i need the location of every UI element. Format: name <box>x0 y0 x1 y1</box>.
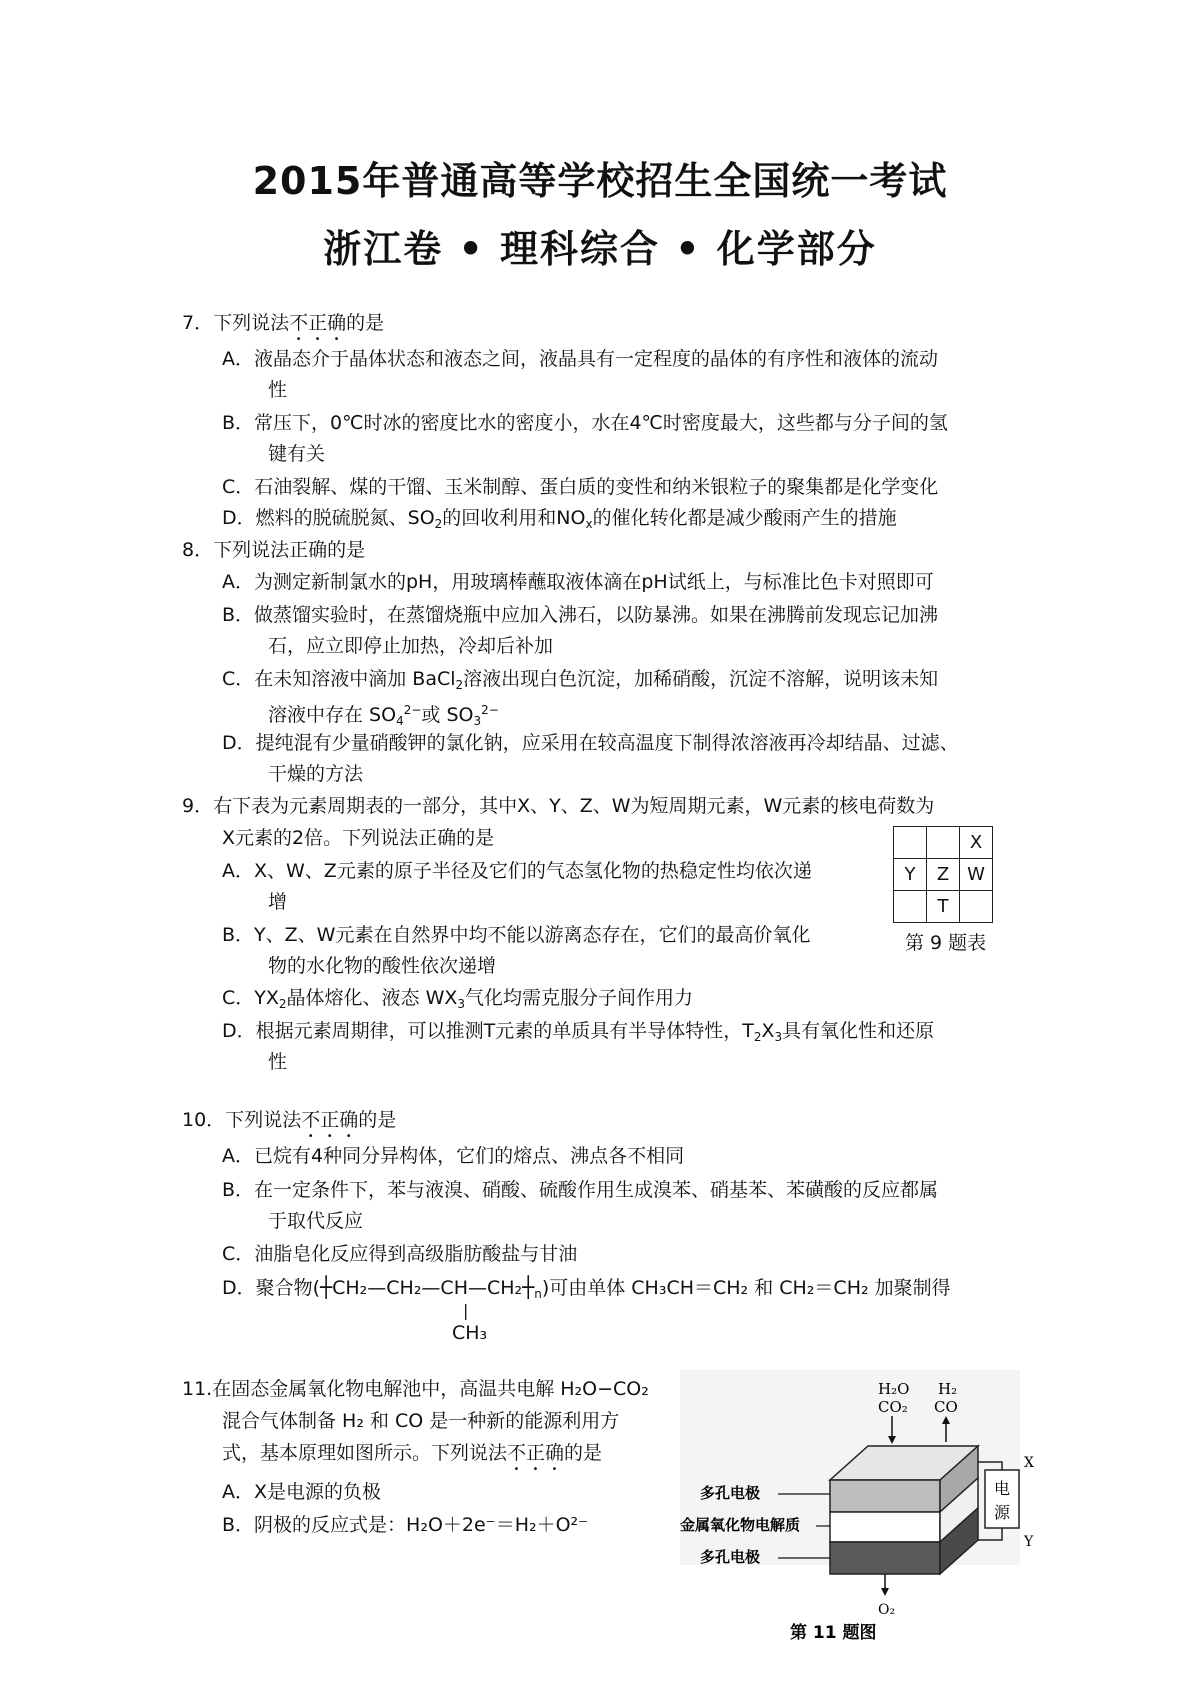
q9-table-caption: 第 9 题表 <box>905 932 987 954</box>
o2-arrowhead <box>881 1588 889 1596</box>
terminal-x-label: X <box>1024 1455 1034 1471</box>
q9-stem-cont: X元素的2倍。下列说法正确的是 <box>222 827 495 849</box>
periodic-table-fragment <box>893 826 993 923</box>
q9-option-a: A．X、W、Z元素的原子半径及它们的气态氢化物的热稳定性均依次递 <box>222 860 812 882</box>
q9-option-b-cont: 物的水化物的酸性依次递增 <box>268 955 497 977</box>
q8-option-b: B．做蒸馏实验时，在蒸馏烧瓶中应加入沸石，以防暴沸。如果在沸腾前发现忘记加沸 <box>222 604 939 626</box>
q10-option-a: A．已烷有4种同分异构体，它们的熔点、沸点各不相同 <box>222 1145 685 1167</box>
inlet-co2-label: CO₂ <box>878 1398 908 1416</box>
power-label-1: 电 <box>993 1479 1011 1498</box>
terminal-y-label: Y <box>1024 1534 1034 1550</box>
q10-option-d: D．聚合物$(┼CH_2—CH_2—CH—CH_2┼_n)$可由单体 CH₃CH＝CH₂ 和 CH₂＝CH₂ 加聚制得 <box>222 1275 951 1301</box>
q8-option-d-cont: 干燥的方法 <box>268 763 364 785</box>
outlet-h2-label: H₂ <box>938 1380 958 1398</box>
q10-option-b-cont: 于取代反应 <box>268 1210 364 1232</box>
q9-stem: 9．右下表为元素周期表的一部分，其中X、Y、Z、W为短周期元素，W元素的核电荷数为 <box>182 795 935 817</box>
ptable-cell <box>960 891 993 923</box>
ptable-cell: X <box>960 827 993 859</box>
q9-option-d-cont: 性 <box>268 1051 288 1073</box>
q10-stem: 10．下列说法不正确的是 <box>182 1109 397 1131</box>
q11-stem: 11.在固态金属氧化物电解池中，高温共电解 H₂O−CO₂ <box>182 1378 649 1400</box>
q8-option-c: C．在未知溶液中滴加 BaCl$_2$溶液出现白色沉淀，加稀硝酸，沉淀不溶解，说明该未知 <box>222 668 939 692</box>
exam-title: 2015年普通高等学校招生全国统一考试 <box>252 159 948 203</box>
exam-subtitle: 浙江卷 • 理科综合 • 化学部分 <box>323 227 877 271</box>
electrolysis-cell-figure <box>680 1370 1040 1640</box>
q7-option-a: A．液晶态介于晶体状态和液态之间，液晶具有一定程度的晶体的有序性和液体的流动 <box>222 348 938 370</box>
q8-option-a: A．为测定新制氯水的pH，用玻璃棒蘸取液体滴在pH试纸上，与标准比色卡对照即可 <box>222 571 934 593</box>
q8-stem: 8．下列说法正确的是 <box>182 539 366 561</box>
q7-stem: 7．下列说法不正确的是 <box>182 312 385 334</box>
q7-option-b-cont: 键有关 <box>268 443 326 465</box>
ptable-cell <box>894 891 927 923</box>
q10-option-b: B．在一定条件下，苯与液溴、硝酸、硫酸作用生成溴苯、硝基苯、苯磺酸的反应都属 <box>222 1179 939 1201</box>
ptable-cell: Z <box>927 859 960 891</box>
q10-option-c: C．油脂皂化反应得到高级脂肪酸盐与甘油 <box>222 1243 578 1265</box>
q7-option-c: C．石油裂解、煤的干馏、玉米制醇、蛋白质的变性和纳米银粒子的聚集都是化学变化 <box>222 476 939 498</box>
ptable-cell: Y <box>894 859 927 891</box>
q11-stem-cont2: 式，基本原理如图所示。下列说法不正确的是 <box>222 1442 603 1464</box>
q8-option-b-cont: 石，应立即停止加热，冷却后补加 <box>268 635 554 657</box>
ptable-cell: W <box>960 859 993 891</box>
label-porous-electrode-top: 多孔电极 <box>700 1484 761 1502</box>
electrolyte-layer <box>830 1512 940 1542</box>
q11-stem-cont1: 混合气体制备 H₂ 和 CO 是一种新的能源利用方 <box>222 1410 620 1432</box>
q11-option-a: A．X是电源的负极 <box>222 1481 382 1503</box>
outlet-co-label: CO <box>934 1398 958 1416</box>
q9-option-b: B．Y、Z、W元素在自然界中均不能以游离态存在，它们的最高价氧化 <box>222 924 811 946</box>
q9-option-d: D．根据元素周期律，可以推测T元素的单质具有半导体特性，$T_2X_3$具有氧化性和还原 <box>222 1020 935 1044</box>
q11-option-b: B．阴极的反应式是：H₂O＋2e⁻＝H₂＋O²⁻ <box>222 1514 589 1536</box>
q10-branch-bond: | <box>463 1301 469 1320</box>
power-label-2: 源 <box>993 1503 1011 1522</box>
ptable-cell: T <box>927 891 960 923</box>
q7-option-b: B．常压下，0℃时冰的密度比水的密度小，水在4℃时密度最大，这些都与分子间的氢 <box>222 412 948 434</box>
porous-electrode-bottom <box>830 1542 940 1574</box>
q7-option-d: D．燃料的脱硫脱氮、$SO_2$的回收利用和$NO_x$的催化转化都是减少酸雨产生的措施 <box>222 507 897 531</box>
q8-option-d: D．提纯混有少量硝酸钾的氯化钠，应采用在较高温度下制得浓溶液再冷却结晶、过滤、 <box>222 732 959 754</box>
q8-option-c-cont: 溶液中存在 $SO_4^{2-}$或 $SO_3^{2-}$ <box>268 703 499 728</box>
porous-electrode-top <box>830 1480 940 1512</box>
ptable-cell <box>927 827 960 859</box>
label-porous-electrode-bottom: 多孔电极 <box>700 1548 761 1566</box>
q10-branch-methyl: CH₃ <box>452 1322 488 1344</box>
q9-option-c: C．$YX_2$晶体熔化、液态 $WX_3$气化均需克服分子间作用力 <box>222 987 694 1011</box>
label-electrolyte: 金属氧化物电解质 <box>680 1516 801 1534</box>
q7-option-a-cont: 性 <box>268 379 288 401</box>
inlet-h2o-label: H₂O <box>878 1380 910 1398</box>
figure-caption: 第 11 题图 <box>790 1623 877 1640</box>
q9-option-a-cont: 增 <box>268 891 288 913</box>
ptable-cell <box>894 827 927 859</box>
o2-label: O₂ <box>878 1602 896 1618</box>
